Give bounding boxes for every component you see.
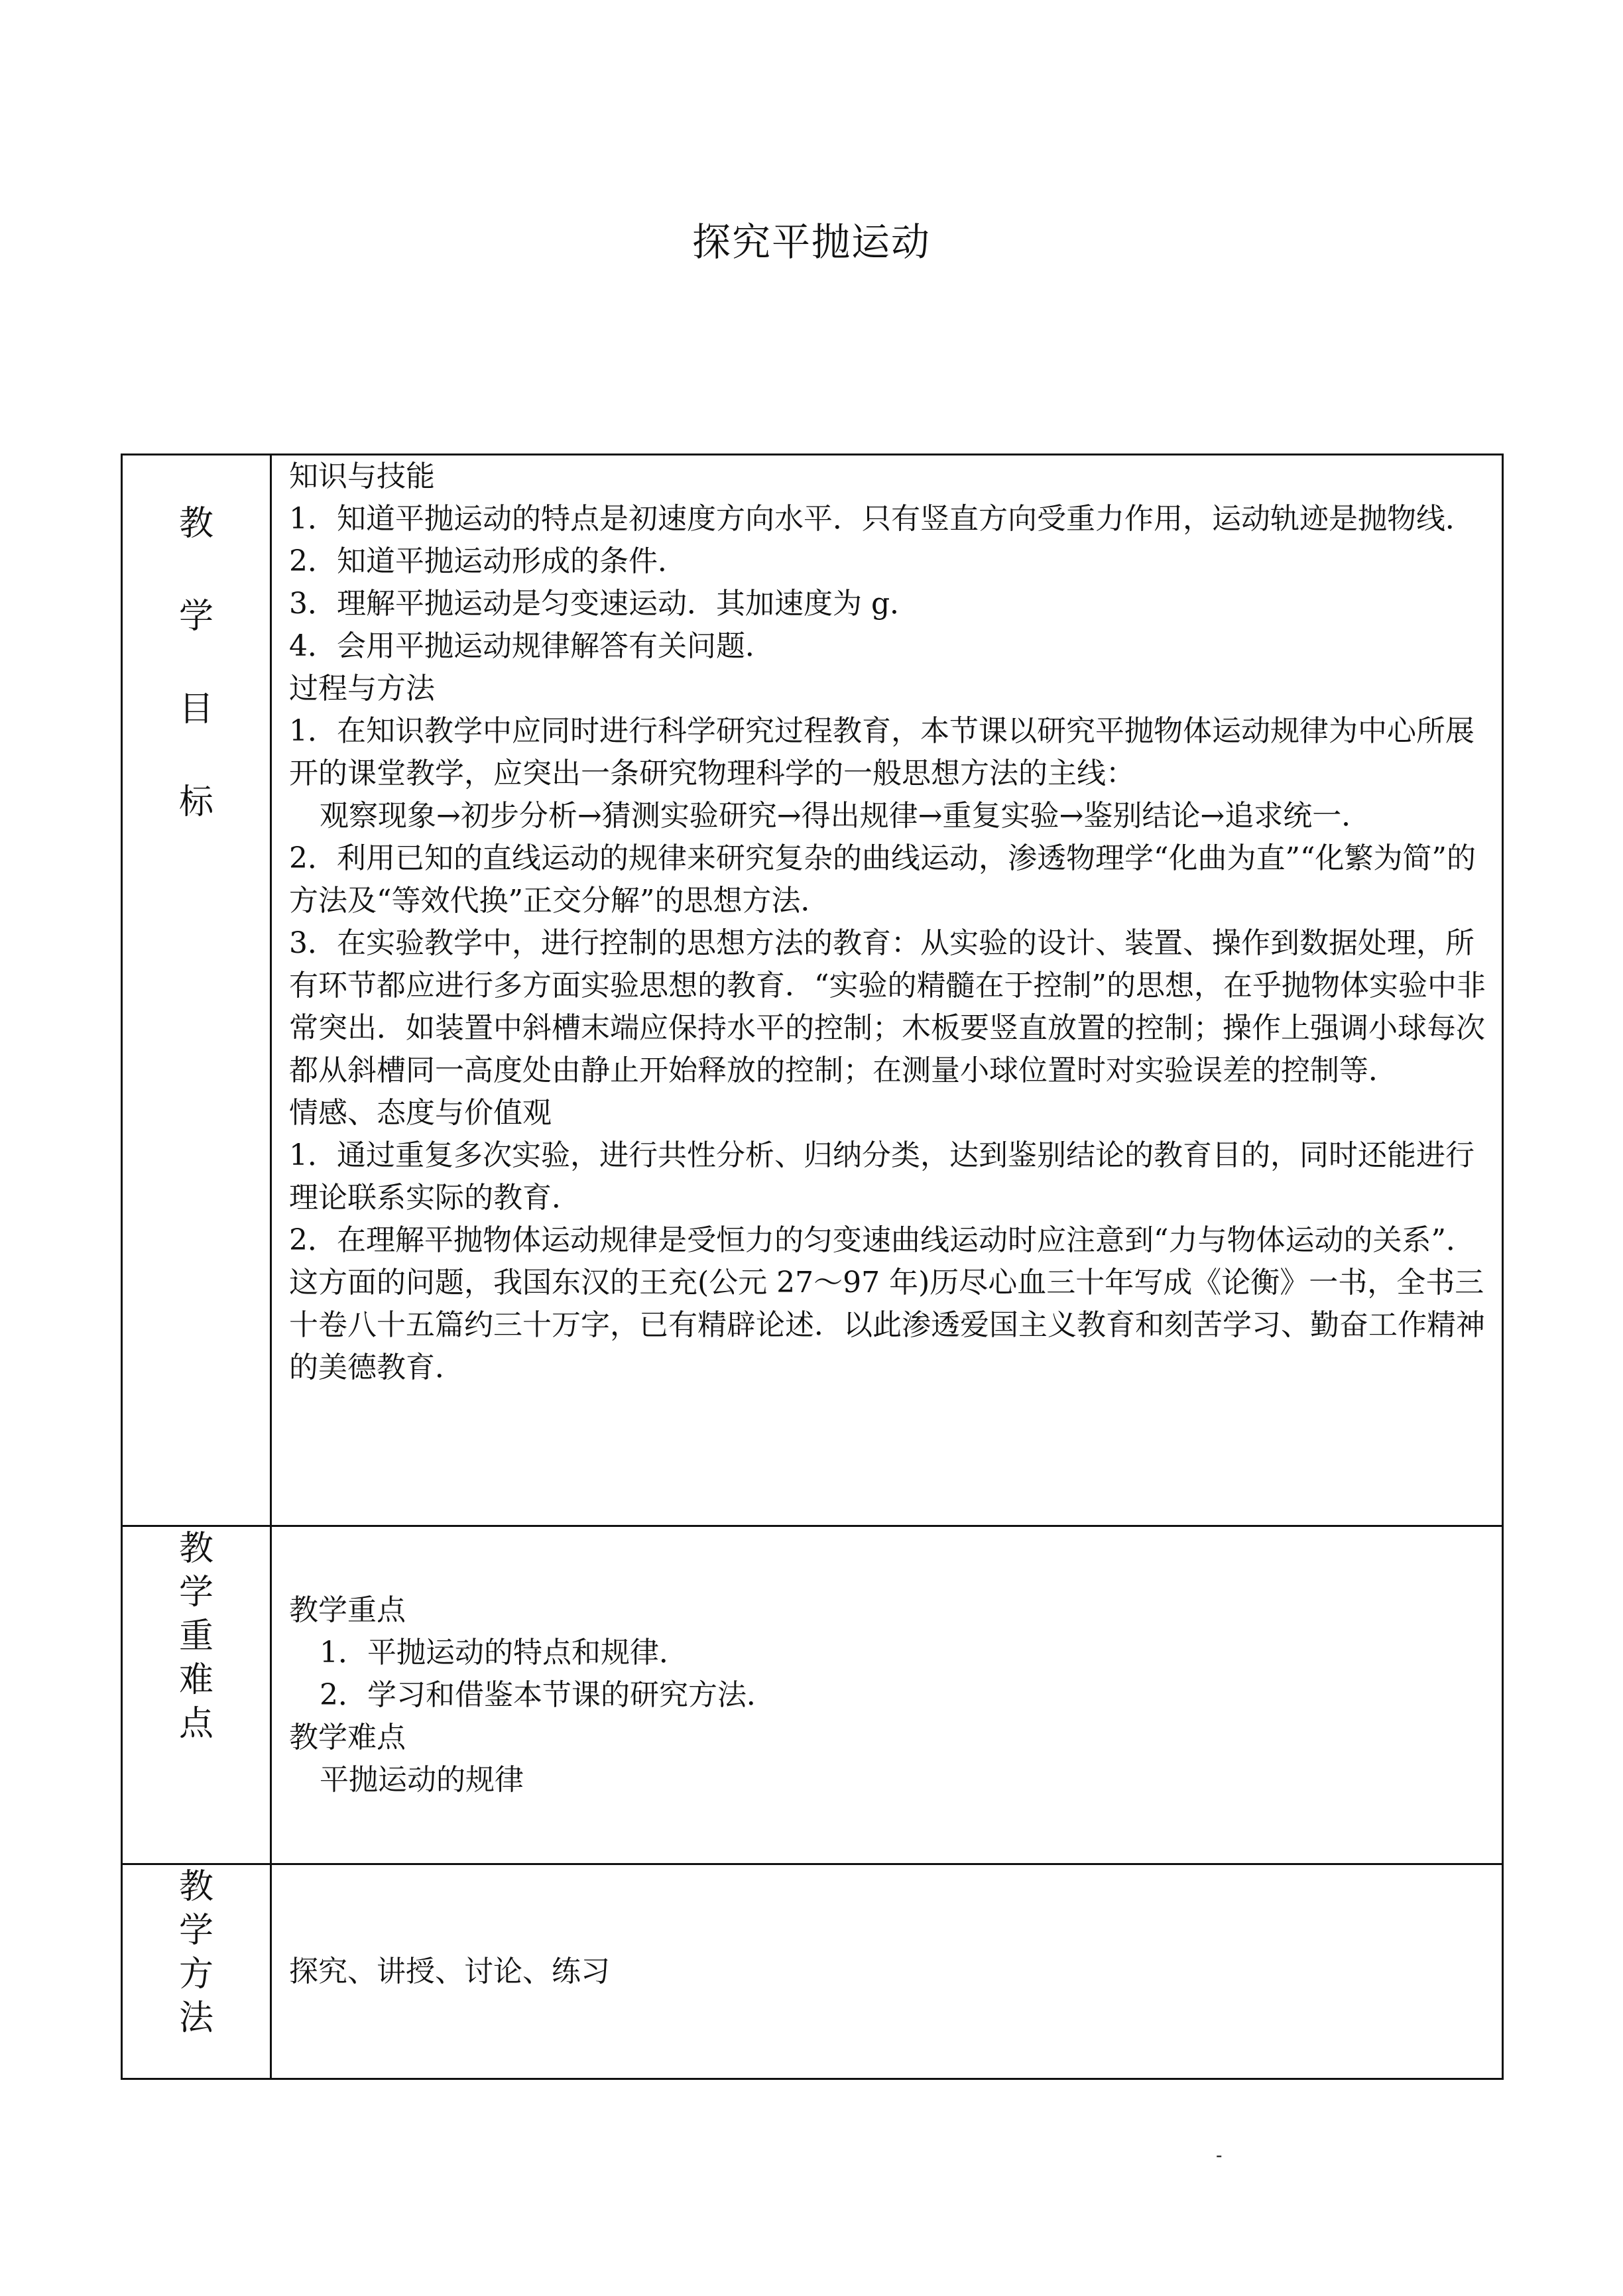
process-item: 3．在实验教学中，进行控制的思想方法的教育：从实验的设计、装置、操作到数据处理，所有环节都应进行多方面实验思想的教育．“实验的精髓在于控制”的思想，在乎抛物体实验中非常突出．如装置中斜槽末端应保持水平的控制；木板要竖直放置的控制；操作上强调小球每次都从斜槽同一高度处由静止开始释放的控制；在测量小球位置时对实验误差的控制等．	[289, 926, 1486, 1087]
label-char: 学	[178, 1911, 213, 1951]
footer-mark: -	[1216, 2144, 1223, 2166]
process-item: 1．在知识教学中应同时进行科学研究过程教育，本节课以研究平抛物体运动规律为中心所展开的课堂教学，应突出一条研究物理科学的一般思想方法的主线：	[289, 714, 1474, 790]
label-char: 标	[178, 782, 213, 822]
objectives-label-cell	[122, 455, 271, 1526]
label-char: 教	[178, 1867, 213, 1907]
label-char: 教	[178, 1529, 213, 1569]
difficulty-heading: 教学难点	[289, 1720, 406, 1754]
label-char: 目	[178, 690, 213, 729]
objectives-label	[179, 455, 213, 871]
methods-content-cell	[271, 1864, 1503, 2079]
label-char: 教	[178, 504, 213, 544]
methods-label-cell	[122, 1864, 271, 2079]
key-points-content-cell	[271, 1526, 1503, 1864]
label-char: 法	[178, 1998, 213, 2038]
focus-item: 1．平抛运动的特点和规律．	[320, 1635, 688, 1669]
key-points-label-cell	[122, 1526, 271, 1864]
emotion-heading: 情感、态度与价值观	[289, 1096, 552, 1130]
emotion-item: 1．通过重复多次实验，进行共性分析、归纳分类，达到鉴别结论的教育目的，同时还能进行理论联系实际的教育．	[289, 1138, 1474, 1215]
objectives-content-cell	[271, 455, 1503, 1526]
focus-item: 2．学习和借鉴本节课的研究方法．	[320, 1677, 776, 1712]
page-title: 探究平抛运动	[691, 219, 931, 265]
label-char: 重	[178, 1616, 213, 1656]
process-heading: 过程与方法	[289, 672, 435, 705]
knowledge-item: 3．理解平抛运动是匀变速运动．其加速度为 g．	[289, 587, 920, 621]
label-char: 学	[178, 597, 213, 636]
label-char: 点	[178, 1704, 213, 1744]
label-char: 方	[178, 1955, 213, 1994]
methods-row	[122, 1864, 1503, 2079]
key-points-content	[272, 1589, 1502, 1801]
methods-content	[272, 1951, 1502, 1993]
key-points-row	[122, 1526, 1503, 1864]
knowledge-item: 2．知道平抛运动形成的条件．	[289, 544, 687, 578]
objectives-content	[272, 455, 1502, 1389]
knowledge-heading: 知识与技能	[289, 459, 435, 493]
objectives-row	[122, 455, 1503, 1526]
knowledge-item: 4．会用平抛运动规律解答有关问题．	[289, 629, 774, 663]
key-points-label	[179, 1527, 213, 1746]
label-char: 学	[178, 1573, 213, 1612]
focus-heading: 教学重点	[289, 1593, 406, 1627]
methods-label	[179, 1865, 213, 2040]
lesson-plan-table	[121, 453, 1504, 2080]
emotion-item: 2．在理解平抛物体运动规律是受恒力的匀变速曲线运动时应注意到“力与物体运动的关系”．这方面的问题，我国东汉的王充(公元 27～97 年)历尽心血三十年写成《论衡》一书，全书三十卷八十五篇约三十万字，已有精辟论述．以此渗透爱国主义教育和刻苦学习、勤奋工作精神的美德教育．	[289, 1223, 1485, 1384]
process-flow: 观察现象→初步分析→猜测实验研究→得出规律→重复实验→鉴别结论→追求统一．	[320, 799, 1371, 833]
methods-text: 探究、讲授、讨论、练习	[289, 1954, 610, 1988]
process-item: 2．利用已知的直线运动的规律来研究复杂的曲线运动，渗透物理学“化曲为直”“化繁为简”的方法及“等效代换”正交分解”的思想方法．	[289, 841, 1476, 918]
knowledge-item: 1．知道平抛运动的特点是初速度方向水平．只有竖直方向受重力作用，运动轨迹是抛物线．	[289, 502, 1474, 536]
label-char: 难	[178, 1660, 213, 1700]
difficulty-item: 平抛运动的规律	[320, 1762, 524, 1797]
